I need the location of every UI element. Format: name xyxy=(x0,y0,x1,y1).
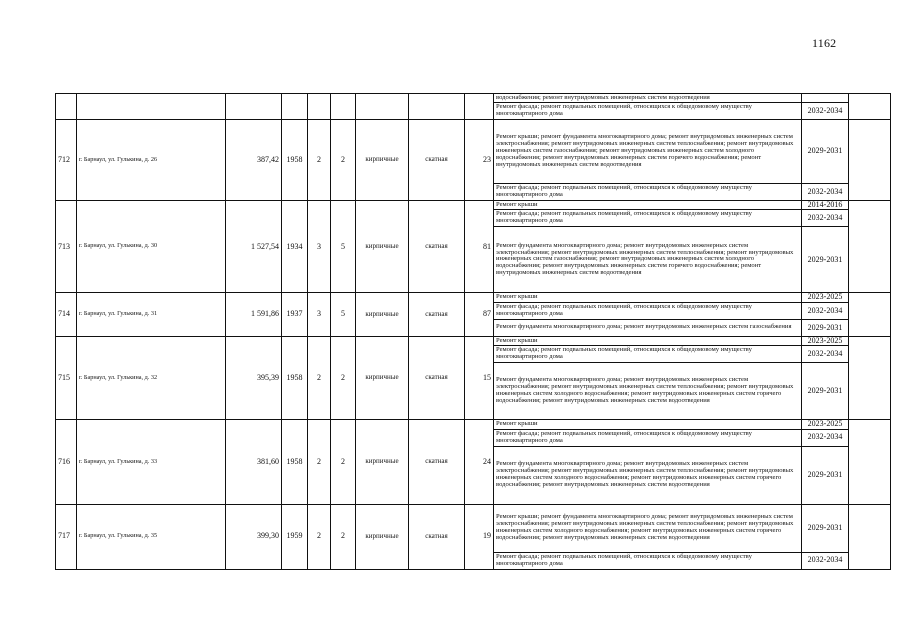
table-row xyxy=(56,420,891,429)
repair-period-cell: 2029-2031 xyxy=(802,120,849,184)
empty-cell xyxy=(849,120,891,201)
table-row xyxy=(56,336,891,345)
repair-works-cell: Ремонт фасада; ремонт подвальных помещений, относящихся к общедомовому имуществу многоквартирного дома xyxy=(494,210,802,227)
repair-period-cell: 2032-2034 xyxy=(802,103,849,120)
address-cell: г. Барнаул, ул. Гулькина, д. 30 xyxy=(77,201,226,293)
build-year-cell xyxy=(282,94,308,120)
repair-works-cell: Ремонт фундамента многоквартирного дома; ремонт внутридомовых инженерных систем электроснабжения; ремонт внутридомовых инженерных систем теплоснабжения; ремонт внутридомовых инженерных систем газоснабжения; ремонт внутридомовых инженерных систем холодного водоснабжения; ремонт внутридомовых инженерных систем горячего водоснабжения; ремонт внутридомовых инженерных систем водоотведения xyxy=(494,227,802,293)
apartments-count-cell: 24 xyxy=(465,420,494,504)
repair-period-cell: 2023-2025 xyxy=(802,293,849,302)
entrances-cell xyxy=(331,94,356,120)
total-area-cell: 387,42 xyxy=(226,120,282,201)
table-row xyxy=(56,94,891,103)
floors-cell: 3 xyxy=(308,201,331,293)
entrances-cell: 2 xyxy=(331,120,356,201)
roof-type-cell: скатная xyxy=(409,420,465,504)
repair-period-cell: 2032-2034 xyxy=(802,346,849,363)
repair-period-cell: 2029-2031 xyxy=(802,504,849,552)
repair-period-cell: 2029-2031 xyxy=(802,319,849,336)
wall-material-cell: кирпичные xyxy=(356,336,409,419)
repair-period-cell: 2029-2031 xyxy=(802,446,849,504)
repair-period-cell: 2032-2034 xyxy=(802,552,849,569)
apartments-count-cell: 19 xyxy=(465,504,494,569)
repair-period-cell: 2023-2025 xyxy=(802,336,849,345)
empty-cell xyxy=(849,504,891,569)
house-number-cell: 716 xyxy=(56,420,77,504)
wall-material-cell xyxy=(356,94,409,120)
build-year-cell: 1958 xyxy=(282,120,308,201)
total-area-cell: 395,39 xyxy=(226,336,282,419)
roof-type-cell: скатная xyxy=(409,120,465,201)
repair-period-cell: 2029-2031 xyxy=(802,227,849,293)
total-area-cell: 1 527,54 xyxy=(226,201,282,293)
entrances-cell: 2 xyxy=(331,336,356,419)
total-area-cell xyxy=(226,94,282,120)
address-cell: г. Барнаул, ул. Гулькина, д. 26 xyxy=(77,120,226,201)
floors-cell: 3 xyxy=(308,293,331,336)
build-year-cell: 1958 xyxy=(282,420,308,504)
repair-works-cell: Ремонт крыши xyxy=(494,201,802,210)
table-row xyxy=(56,201,891,210)
repair-works-cell: Ремонт фасада; ремонт подвальных помещений, относящихся к общедомовому имуществу многоквартирного дома xyxy=(494,302,802,319)
entrances-cell: 2 xyxy=(331,504,356,569)
repair-period-cell: 2023-2025 xyxy=(802,420,849,429)
floors-cell: 2 xyxy=(308,504,331,569)
floors-cell: 2 xyxy=(308,120,331,201)
total-area-cell: 399,30 xyxy=(226,504,282,569)
total-area-cell: 381,60 xyxy=(226,420,282,504)
repair-works-cell: Ремонт крыши xyxy=(494,293,802,302)
roof-type-cell xyxy=(409,94,465,120)
build-year-cell: 1959 xyxy=(282,504,308,569)
empty-cell xyxy=(849,293,891,336)
house-number-cell: 715 xyxy=(56,336,77,419)
house-number-cell: 714 xyxy=(56,293,77,336)
total-area-cell: 1 591,86 xyxy=(226,293,282,336)
repair-works-cell: Ремонт фасада; ремонт подвальных помещений, относящихся к общедомовому имуществу многоквартирного дома xyxy=(494,184,802,201)
address-cell: г. Барнаул, ул. Гулькина, д. 33 xyxy=(77,420,226,504)
repair-period-cell xyxy=(802,94,849,103)
empty-cell xyxy=(849,94,891,120)
repair-works-cell: Ремонт крыши; ремонт фундамента многоквартирного дома; ремонт внутридомовых инженерных систем электроснабжения; ремонт внутридомовых инженерных систем теплоснабжения; ремонт внутридомовых инженерных систем холодного водоснабжения; ремонт внутридомовых инженерных систем горячего водоснабжения; ремонт внутридомовых инженерных систем водоотведения xyxy=(494,504,802,552)
repair-works-cell: Ремонт фасада; ремонт подвальных помещений, относящихся к общедомовому имуществу многоквартирного дома xyxy=(494,103,802,120)
wall-material-cell: кирпичные xyxy=(356,120,409,201)
repair-period-cell: 2032-2034 xyxy=(802,302,849,319)
house-number-cell xyxy=(56,94,77,120)
repair-period-cell: 2032-2034 xyxy=(802,429,849,446)
repair-works-cell: Ремонт фасада; ремонт подвальных помещений, относящихся к общедомовому имуществу многоквартирного дома xyxy=(494,429,802,446)
repair-works-cell: Ремонт крыши xyxy=(494,336,802,345)
repair-works-cell: Ремонт крыши xyxy=(494,420,802,429)
house-number-cell: 717 xyxy=(56,504,77,569)
apartments-count-cell: 23 xyxy=(465,120,494,201)
address-cell xyxy=(77,94,226,120)
empty-cell xyxy=(849,420,891,504)
repair-works-cell: Ремонт фасада; ремонт подвальных помещений, относящихся к общедомовому имуществу многоквартирного дома xyxy=(494,346,802,363)
floors-cell xyxy=(308,94,331,120)
repair-works-cell: Ремонт фасада; ремонт подвальных помещений, относящихся к общедомовому имуществу многоквартирного дома xyxy=(494,552,802,569)
house-number-cell: 713 xyxy=(56,201,77,293)
entrances-cell: 5 xyxy=(331,201,356,293)
address-cell: г. Барнаул, ул. Гулькина, д. 31 xyxy=(77,293,226,336)
entrances-cell: 5 xyxy=(331,293,356,336)
repair-works-cell: водоснабжения; ремонт внутридомовых инженерных систем водоотведения xyxy=(494,94,802,103)
wall-material-cell: кирпичные xyxy=(356,420,409,504)
apartments-count-cell: 15 xyxy=(465,336,494,419)
repair-works-cell: Ремонт фундамента многоквартирного дома; ремонт внутридомовых инженерных систем газоснабжения xyxy=(494,319,802,336)
table-row xyxy=(56,120,891,184)
repair-period-cell: 2014-2016 xyxy=(802,201,849,210)
housing-register-table xyxy=(55,93,891,570)
roof-type-cell: скатная xyxy=(409,336,465,419)
repair-period-cell: 2032-2034 xyxy=(802,184,849,201)
apartments-count-cell: 81 xyxy=(465,201,494,293)
apartments-count-cell: 87 xyxy=(465,293,494,336)
build-year-cell: 1937 xyxy=(282,293,308,336)
apartments-count-cell xyxy=(465,94,494,120)
roof-type-cell: скатная xyxy=(409,201,465,293)
table-row xyxy=(56,293,891,302)
wall-material-cell: кирпичные xyxy=(356,293,409,336)
build-year-cell: 1934 xyxy=(282,201,308,293)
repair-period-cell: 2032-2034 xyxy=(802,210,849,227)
empty-cell xyxy=(849,201,891,293)
floors-cell: 2 xyxy=(308,420,331,504)
build-year-cell: 1958 xyxy=(282,336,308,419)
repair-period-cell: 2029-2031 xyxy=(802,363,849,420)
wall-material-cell: кирпичные xyxy=(356,201,409,293)
house-number-cell: 712 xyxy=(56,120,77,201)
page-number: 1162 xyxy=(812,36,837,50)
address-cell: г. Барнаул, ул. Гулькина, д. 32 xyxy=(77,336,226,419)
entrances-cell: 2 xyxy=(331,420,356,504)
wall-material-cell: кирпичные xyxy=(356,504,409,569)
roof-type-cell: скатная xyxy=(409,293,465,336)
table-row xyxy=(56,504,891,552)
floors-cell: 2 xyxy=(308,336,331,419)
roof-type-cell: скатная xyxy=(409,504,465,569)
empty-cell xyxy=(849,336,891,419)
repair-works-cell: Ремонт крыши; ремонт фундамента многоквартирного дома; ремонт внутридомовых инженерных систем электроснабжения; ремонт внутридомовых инженерных систем теплоснабжения; ремонт внутридомовых инженерных систем газоснабжения; ремонт внутридомовых инженерных систем холодного водоснабжения; ремонт внутридомовых инженерных систем горячего водоснабжения; ремонт внутридомовых инженерных систем водоотведения xyxy=(494,120,802,184)
address-cell: г. Барнаул, ул. Гулькина, д. 35 xyxy=(77,504,226,569)
repair-works-cell: Ремонт фундамента многоквартирного дома; ремонт внутридомовых инженерных систем электроснабжения; ремонт внутридомовых инженерных систем теплоснабжения; ремонт внутридомовых инженерных систем холодного водоснабжения; ремонт внутридомовых инженерных систем горячего водоснабжения; ремонт внутридомовых инженерных систем водоотведения xyxy=(494,363,802,420)
repair-works-cell: Ремонт фундамента многоквартирного дома; ремонт внутридомовых инженерных систем электроснабжения; ремонт внутридомовых инженерных систем теплоснабжения; ремонт внутридомовых инженерных систем холодного водоснабжения; ремонт внутридомовых инженерных систем горячего водоснабжения; ремонт внутридомовых инженерных систем водоотведения xyxy=(494,446,802,504)
